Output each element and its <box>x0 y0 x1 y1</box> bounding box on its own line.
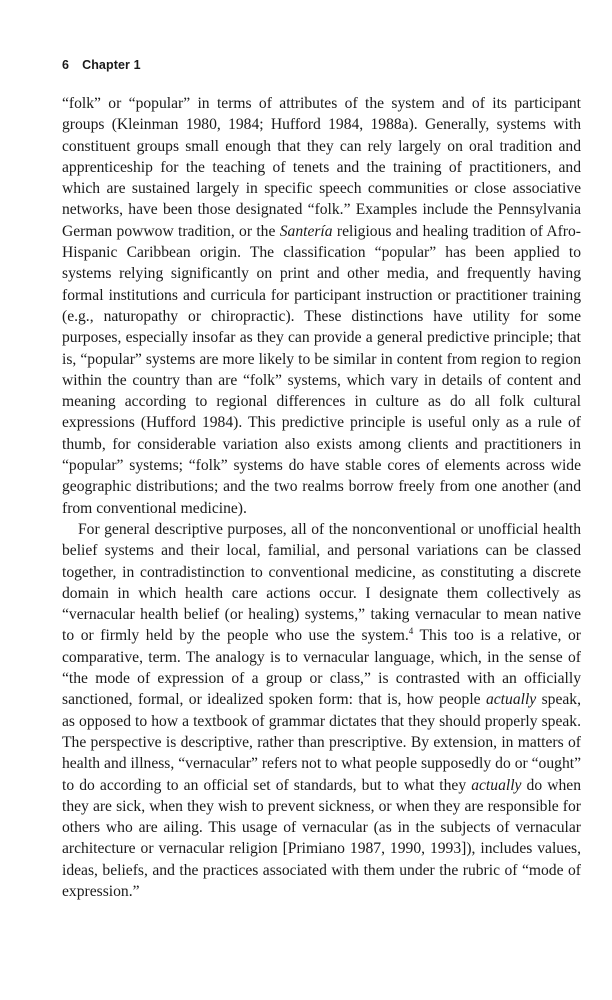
chapter-label: Chapter 1 <box>82 58 141 72</box>
paragraph-1 <box>62 93 581 519</box>
text-run: For general descriptive purposes, all of the nonconventional or unofficial health belief systems and their local, familial, and personal variations can be classed together, in contradistinction to conventional medicine, as constituting a discrete domain in which health care actions occur. I designate them collectively as “vernacular health belief (or healing) systems,” taking vernacular to mean native to or firmly held by the people who use the system. <box>62 520 581 645</box>
body-text <box>62 93 581 902</box>
page-number: 6 <box>62 58 70 72</box>
italic-term: actually <box>471 776 522 794</box>
text-run: speak, as opposed to how a textbook of grammar dictates that they should properly speak. The perspective is descriptive, rather than prescriptive. By extension, in matters of health and illness, “vernacular” refers not to what people supposedly do or “ought” to do according to an official set of standards, but to what they <box>62 691 581 794</box>
text-run: This too is a relative, or comparative, term. The analogy is to vernacular language, which, in the sense of “the mode of expression of a group or class,” is contrasted with an officially sanctioned, formal, or idealized spoken form: that is, how people <box>62 627 581 709</box>
text-run: do when they are sick, when they wish to prevent sickness, or when they are responsible for others who are ailing. This usage of vernacular (as in the subjects of vernacular architecture or vernacular religion [Primiano 1987, 1990, 1993]), includes values, ideas, beliefs, and the practices associated with them under the rubric of “mode of expression.” <box>62 776 581 900</box>
text-run: religious and healing tradition of Afro-Hispanic Caribbean origin. The classification “popular” has been applied to systems relying significantly on print and other media, and frequently having formal institutions and curricula for participant instruction or practitioner training (e.g., naturopathy or chiropractic). These distinctions have utility for some purposes, especially insofar as they can provide a general predictive principle; that is, “popular” systems are more likely to be similar in content from region to region within the country than are “folk” systems, which vary in details of content and meaning according to regional differences in culture as do all folk cultural expressions (Hufford 1984). This predictive principle is useful only as a rule of thumb, for considerable variation also exists among clients and practitioners in “popular” systems; “folk” systems do have stable cores of elements across wide geographic distributions; and the two realms borrow freely from one another (and from conventional medicine). <box>62 222 581 517</box>
italic-term: actually <box>485 691 537 709</box>
italic-term: Santería <box>279 222 333 240</box>
paragraph-2 <box>62 519 581 902</box>
footnote-ref: 4 <box>408 626 414 637</box>
text-run: “folk” or “popular” in terms of attributes of the system and of its participant groups (Kleinman 1980, 1984; Hufford 1984, 1988a). Generally, systems with constituent groups small enough that they can rely largely on oral tradition and apprenticeship for the teaching of tenets and the training of practitioners, and which are sustained largely in specific speech communities or close associative networks, have been those designated “folk.” Examples include the Pennsylvania German powwow tradition, or the <box>62 95 581 240</box>
running-head <box>62 58 141 72</box>
